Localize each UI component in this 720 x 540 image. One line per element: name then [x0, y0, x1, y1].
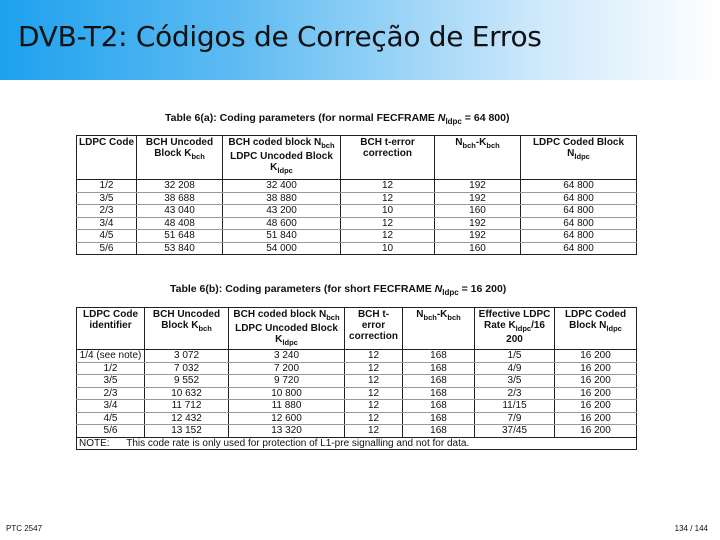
column-header — [77, 136, 137, 180]
header-text: BCH coded block N — [233, 309, 327, 320]
table-cell: 12 — [341, 217, 435, 230]
table-row — [77, 362, 637, 375]
table-row — [77, 192, 637, 205]
table-row — [77, 400, 637, 413]
table-row — [77, 350, 637, 363]
column-header — [77, 308, 145, 350]
table-cell: 168 — [403, 400, 475, 413]
header-text: N — [455, 137, 463, 148]
table-a-caption — [165, 112, 509, 126]
table-a-caption-var: N — [437, 112, 446, 124]
table-cell: 64 800 — [521, 192, 637, 205]
table-cell: 54 000 — [223, 242, 341, 255]
table-cell: 1/2 — [77, 362, 145, 375]
table-cell: 12 600 — [229, 412, 345, 425]
column-header — [435, 136, 521, 180]
header-text: LDPC Code identifier — [83, 309, 138, 331]
table-cell: 16 200 — [555, 425, 637, 438]
table-cell: 16 200 — [555, 375, 637, 388]
column-header — [145, 308, 229, 350]
header-text: LDPC Coded Block N — [564, 309, 627, 331]
table-b-caption-suffix: = 16 200) — [458, 283, 507, 295]
table-cell: 64 800 — [521, 217, 637, 230]
table-cell: 168 — [403, 350, 475, 363]
table-row — [77, 425, 637, 438]
table-a-caption-suffix: = 64 800) — [461, 112, 510, 124]
table-cell: 11 712 — [145, 400, 229, 413]
column-header — [555, 308, 637, 350]
table-cell: 12 — [345, 375, 403, 388]
table-cell: 3/5 — [77, 375, 145, 388]
table-row — [77, 180, 637, 193]
table-cell: 7 032 — [145, 362, 229, 375]
coding-params-table-a — [76, 135, 637, 255]
table-row — [77, 375, 637, 388]
header-text: BCH Uncoded Block K — [152, 309, 221, 331]
table-cell: 64 800 — [521, 230, 637, 243]
slide-title: DVB-T2: Códigos de Correção de Erros — [18, 20, 542, 53]
coding-params-table-b — [76, 307, 637, 450]
table-row — [77, 230, 637, 243]
table-cell: 12 432 — [145, 412, 229, 425]
table-cell: 5/6 — [77, 425, 145, 438]
table-cell: 2/3 — [475, 387, 555, 400]
header-text: BCH t-error correction — [349, 309, 398, 342]
header-text: -K — [475, 137, 487, 148]
table-cell: 192 — [435, 217, 521, 230]
table-cell: 64 800 — [521, 242, 637, 255]
table-cell: 1/5 — [475, 350, 555, 363]
header-subscript: ldpc — [282, 338, 298, 347]
header-subscript: ldpc — [606, 324, 622, 333]
header-subscript: bch — [198, 324, 212, 333]
table-cell: 38 880 — [223, 192, 341, 205]
table-cell: 12 — [341, 230, 435, 243]
table-cell: 3 072 — [145, 350, 229, 363]
table-row — [77, 217, 637, 230]
table-cell: 37/45 — [475, 425, 555, 438]
table-cell: 16 200 — [555, 350, 637, 363]
header-text: /16 200 — [506, 320, 545, 345]
table-cell: 48 600 — [223, 217, 341, 230]
table-row — [77, 412, 637, 425]
table-row — [77, 387, 637, 400]
table-cell: 12 — [345, 362, 403, 375]
table-cell: 3 240 — [229, 350, 345, 363]
header-subscript: ldpc — [574, 152, 590, 161]
header-text: -K — [436, 309, 448, 320]
table-cell: 64 800 — [521, 205, 637, 218]
header-subscript: bch — [486, 141, 500, 150]
column-header — [345, 308, 403, 350]
table-cell: 51 648 — [137, 230, 223, 243]
header-text: Effective LDPC Rate K — [478, 309, 551, 331]
table-cell: 32 400 — [223, 180, 341, 193]
table-cell: 10 — [341, 205, 435, 218]
table-cell: 168 — [403, 387, 475, 400]
table-cell: 51 840 — [223, 230, 341, 243]
table-cell: 4/5 — [77, 412, 145, 425]
table-note — [77, 437, 637, 450]
header-subscript: bch — [326, 313, 340, 322]
table-cell: 12 — [345, 350, 403, 363]
table-cell: 13 320 — [229, 425, 345, 438]
column-header — [475, 308, 555, 350]
note-label: NOTE: — [79, 437, 110, 449]
header-subscript: ldpc — [277, 166, 293, 175]
header-text: BCH coded block N — [228, 137, 322, 148]
table-cell: 16 200 — [555, 412, 637, 425]
table-cell: 160 — [435, 242, 521, 255]
table-header-row — [77, 308, 637, 350]
header-subscript: bch — [447, 313, 461, 322]
footer-page-number: 134 / 144 — [674, 524, 708, 533]
table-b-caption-sub: ldpc — [442, 288, 459, 298]
column-header — [223, 136, 341, 180]
table-cell: 168 — [403, 412, 475, 425]
table-cell: 12 — [345, 412, 403, 425]
table-cell: 7 200 — [229, 362, 345, 375]
header-subscript: bch — [321, 141, 335, 150]
table-cell: 12 — [345, 425, 403, 438]
table-cell: 16 200 — [555, 400, 637, 413]
table-cell: 168 — [403, 375, 475, 388]
header-text: BCH Uncoded Block K — [145, 137, 214, 159]
table-b-caption-prefix: Table 6(b): Coding parameters (for short FECFRAME — [170, 283, 435, 295]
table-row — [77, 242, 637, 255]
table-cell: 10 800 — [229, 387, 345, 400]
table-cell: 192 — [435, 230, 521, 243]
table-cell: 160 — [435, 205, 521, 218]
table-cell: 192 — [435, 192, 521, 205]
column-header — [341, 136, 435, 180]
table-cell: 10 — [341, 242, 435, 255]
table-cell: 168 — [403, 425, 475, 438]
table-cell: 10 632 — [145, 387, 229, 400]
header-text: LDPC Code — [79, 137, 134, 148]
header-text: LDPC Uncoded Block K — [230, 151, 333, 173]
table-cell: 3/5 — [77, 192, 137, 205]
header-text: LDPC Coded Block N — [532, 137, 625, 159]
table-cell: 12 — [345, 400, 403, 413]
note-text: This code rate is only used for protection of L1-pre signalling and not for data. — [126, 437, 470, 449]
table-b-caption-var: N — [434, 283, 443, 295]
table-cell: 43 200 — [223, 205, 341, 218]
table-cell: 43 040 — [137, 205, 223, 218]
table-cell: 11 880 — [229, 400, 345, 413]
table-cell: 168 — [403, 362, 475, 375]
table-cell: 12 — [341, 192, 435, 205]
table-cell: 11/15 — [475, 400, 555, 413]
table-cell: 16 200 — [555, 362, 637, 375]
table-cell: 9 720 — [229, 375, 345, 388]
header-subscript: bch — [462, 141, 476, 150]
table-cell: 32 208 — [137, 180, 223, 193]
header-text: LDPC Uncoded Block K — [235, 323, 338, 345]
table-header-row — [77, 136, 637, 180]
column-header — [521, 136, 637, 180]
table-a-caption-prefix: Table 6(a): Coding parameters (for normal FECFRAME — [165, 112, 438, 124]
table-cell: 192 — [435, 180, 521, 193]
table-cell: 5/6 — [77, 242, 137, 255]
table-cell: 9 552 — [145, 375, 229, 388]
table-cell: 38 688 — [137, 192, 223, 205]
table-a-caption-sub: ldpc — [445, 117, 462, 127]
table-cell: 2/3 — [77, 205, 137, 218]
table-cell: 12 — [341, 180, 435, 193]
table-cell: 1/2 — [77, 180, 137, 193]
header-subscript: bch — [423, 313, 437, 322]
table-row — [77, 205, 637, 218]
column-header — [229, 308, 345, 350]
table-cell: 4/9 — [475, 362, 555, 375]
footer-course-code: PTC 2547 — [6, 524, 43, 533]
column-header — [137, 136, 223, 180]
table-cell: 53 840 — [137, 242, 223, 255]
column-header — [403, 308, 475, 350]
header-subscript: ldpc — [515, 324, 532, 333]
table-cell: 3/4 — [77, 400, 145, 413]
table-cell: 7/9 — [475, 412, 555, 425]
table-cell: 64 800 — [521, 180, 637, 193]
header-text: BCH t-error correction — [360, 137, 415, 159]
table-cell: 4/5 — [77, 230, 137, 243]
table-cell: 3/5 — [475, 375, 555, 388]
header-text: N — [416, 309, 424, 320]
table-cell: 13 152 — [145, 425, 229, 438]
table-cell: 12 — [345, 387, 403, 400]
table-cell: 16 200 — [555, 387, 637, 400]
header-subscript: bch — [191, 152, 205, 161]
table-note-row — [77, 437, 637, 450]
table-cell: 48 408 — [137, 217, 223, 230]
table-cell: 3/4 — [77, 217, 137, 230]
table-b-caption — [170, 283, 506, 297]
table-cell: 2/3 — [77, 387, 145, 400]
table-cell: 1/4 (see note) — [77, 350, 145, 363]
